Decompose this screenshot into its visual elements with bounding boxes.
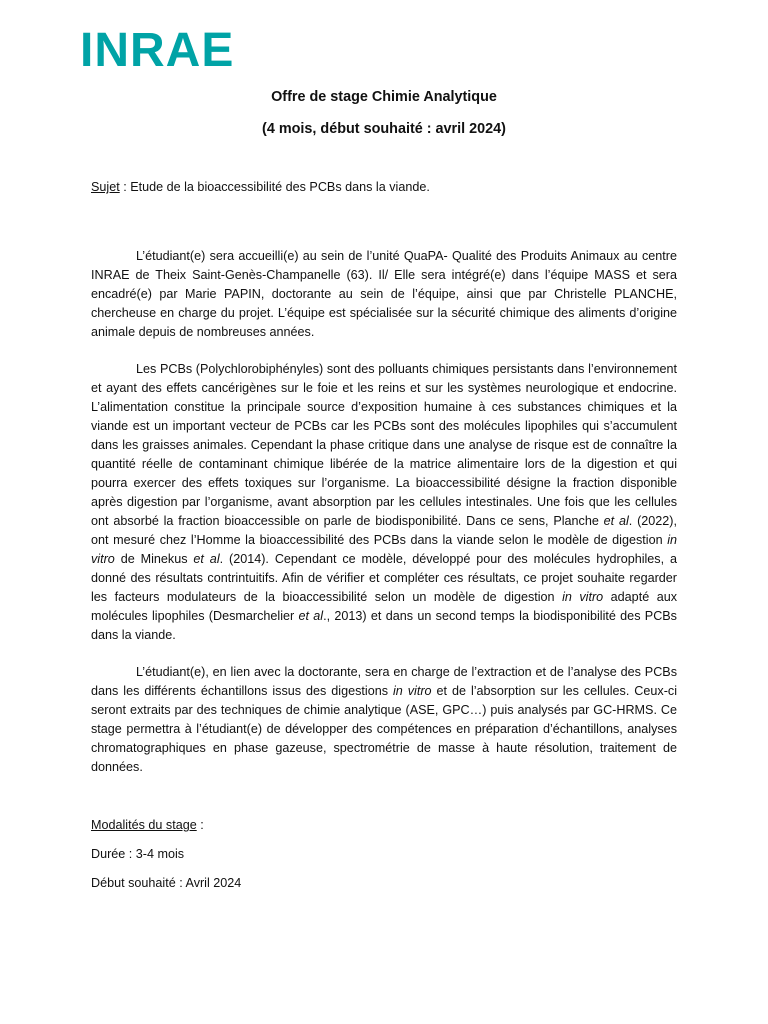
text-segment: adapté aux molécules lipophiles (Desmarchelier (91, 590, 677, 623)
italic-segment: et al (298, 609, 324, 623)
text-segment: ., 2013) et dans un second temps la biodisponibilité des PCBs dans la viande. (91, 609, 677, 642)
italic-segment: in vitro (562, 590, 604, 604)
text-segment: et de l’absorption sur les cellules. Ceux-ci seront extraits par des techniques de chimie analytique (ASE, GPC…) puis analysés par GC-HRMS. Ce stage permettra à l’étudiant(e) de développer des compétences en préparation d’échantillons, analyses chromatographiques en phase gazeuse, spectrométrie de masse à haute résolution, traitement de données. (91, 684, 677, 774)
italic-segment: et al (193, 552, 220, 566)
subject-text: : Etude de la bioaccessibilité des PCBs dans la viande. (119, 180, 430, 194)
modalites-heading-label: Modalités du stage (91, 818, 197, 832)
text-segment: L’étudiant(e), en lien avec la doctorante, sera en charge de l’extraction et de l’analyse des PCBs dans les différents échantillons issus des digestions (91, 665, 677, 698)
text-segment: Les PCBs (Polychlorobiphényles) sont des polluants chimiques persistants dans l’environnement et ayant des effets cancérigènes sur le foie et les reins et sur les systèmes neurologique et endocrine. L’alimentation constitue la principale source d’exposition humaine à ces substances chimiques et la viande est un important vecteur de PCBs car les PCBs sont des molécules lipophiles qui s’accumulent dans les graisses animales. Cependant la phase critique dans une analyse de risque est de connaître la quantité réelle de contaminant chimique libérée de la matrice alimentaire lors de la digestion et qui pourra exercer des effets toxiques sur l’organisme. La bioaccessibilité désigne la fraction disponible après digestion par l’organisme, avant absorption par les cellules intestinales. Une fois que les cellules ont absorbé la fraction bioaccessible on parle de biodisponibilité. Dans ce sens, Planche (91, 362, 677, 528)
paragraph-pcbs-context (91, 360, 677, 645)
paragraph-student-tasks (91, 663, 677, 777)
modalites-heading-suffix: : (196, 818, 204, 832)
debut-line: Début souhaité : Avril 2024 (91, 876, 242, 890)
text-segment: . (2022), ont mesuré chez l’Homme la bioaccessibilité des PCBs dans la viande selon le modèle de digestion (91, 514, 677, 547)
document-body (91, 178, 677, 893)
logo-text: INRAE (80, 24, 235, 77)
modalites-heading (91, 816, 677, 835)
subject-label: Sujet (91, 180, 120, 194)
duree-line: Durée : 3-4 mois (91, 847, 185, 861)
title-line-2: (4 mois, début souhaité : avril 2024) (262, 121, 506, 137)
italic-segment: in vitro (392, 684, 432, 698)
italic-segment: in vitro (91, 533, 677, 566)
title-line-1: Offre de stage Chimie Analytique (271, 89, 497, 105)
inrae-logo (80, 26, 234, 76)
text-segment: . (2014). Cependant ce modèle, développé pour des molécules hydrophiles, a donné des résultats contrintuitifs. Afin de vérifier et compléter ces résultats, ce projet souhaite regarder les facteurs modulateurs de la bioaccessibilité selon un modèle de digestion (91, 552, 678, 604)
paragraph-host-unit: L’étudiant(e) sera accueilli(e) au sein de l’unité QuaPA- Qualité des Produits Animaux au centre INRAE de Theix Saint-Genès-Champanelle (63). Il/ Elle sera intégré(e) dans l’équipe MASS et sera encadré(e) par Marie PAPIN, doctorante au sein de l’équipe, ainsi que par Christelle PLANCHE, chercheuse en charge du projet. L’équipe est spécialisée sur la sécurité chimique des aliments d’origine animale depuis de nombreuses années. (91, 249, 677, 339)
subject-line (91, 178, 677, 197)
text-segment: de Minekus (114, 552, 194, 566)
document-title (90, 87, 678, 139)
italic-segment: et al (603, 514, 629, 528)
